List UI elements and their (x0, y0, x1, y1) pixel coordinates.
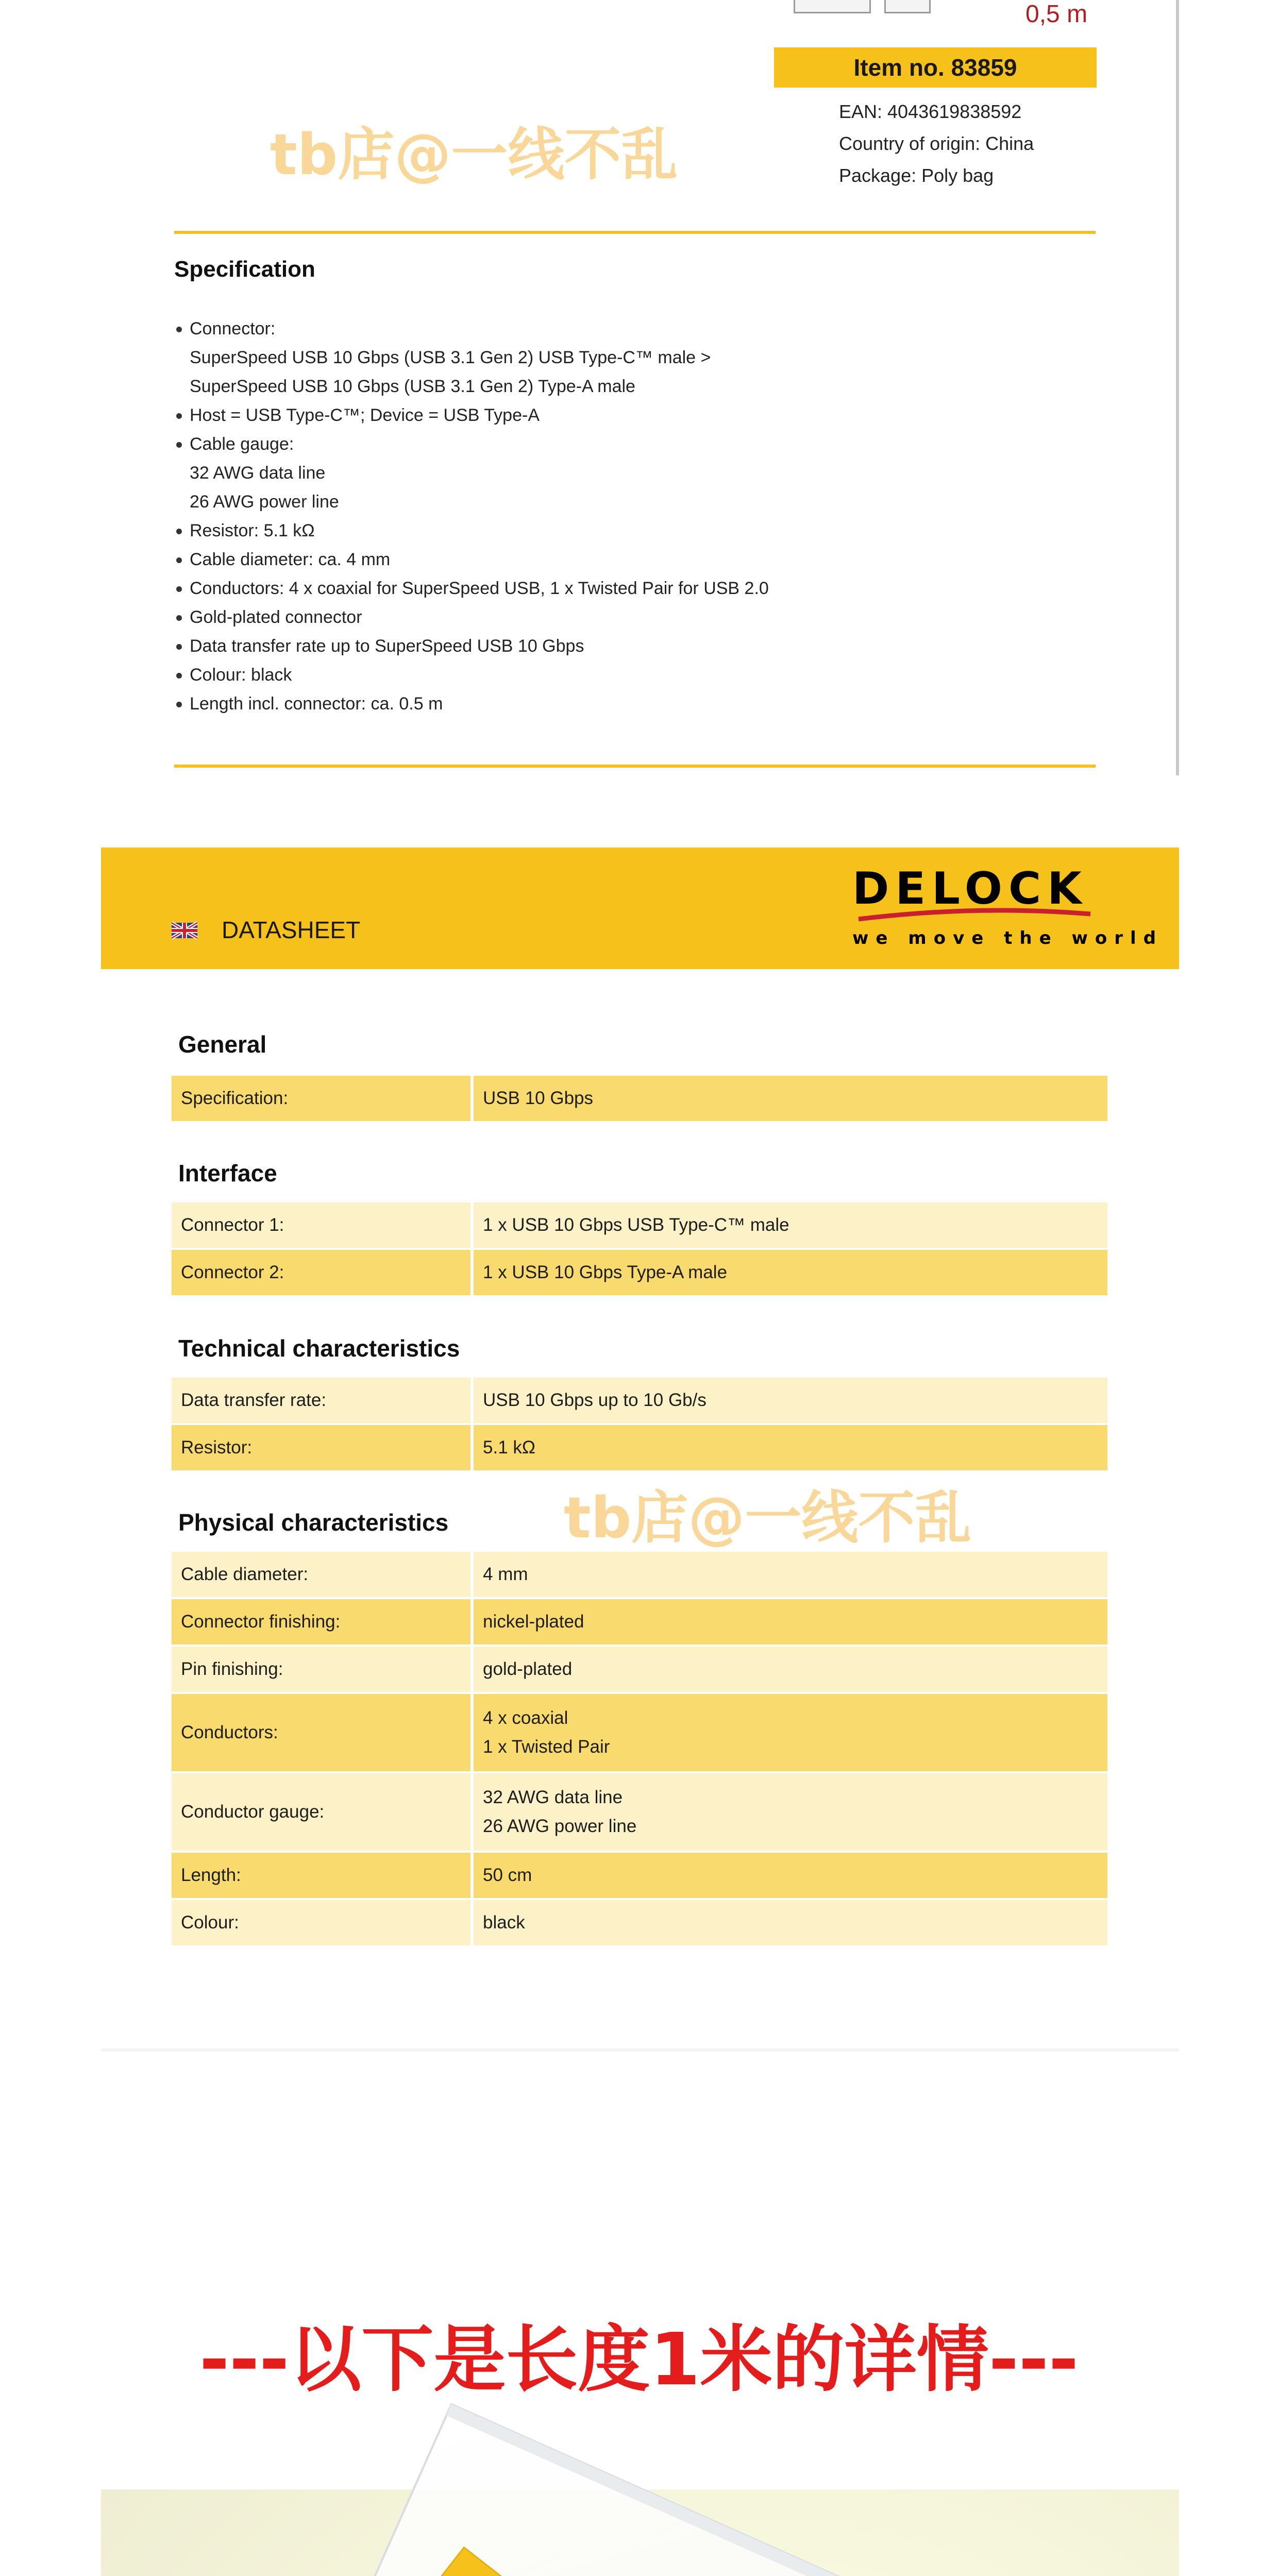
connector-thumbnail (884, 0, 931, 13)
datasheet-table (172, 1376, 1107, 1472)
origin-text: Country of origin: China (839, 133, 1034, 154)
spec-item (174, 314, 1097, 401)
datasheet-value-line: USB 10 Gbps (483, 1088, 593, 1108)
datasheet-key: Data transfer rate: (172, 1378, 470, 1423)
spec-line: Data transfer rate up to SuperSpeed USB 10 Gbps (190, 636, 584, 656)
datasheet-group-title: General (178, 1031, 267, 1058)
datasheet-row (172, 1378, 1107, 1423)
datasheet-group-title: Technical characteristics (178, 1335, 460, 1362)
logo-brand: DELOCK (852, 863, 1088, 914)
package-text: Package: Poly bag (839, 165, 994, 186)
datasheet-key: Colour: (172, 1900, 470, 1945)
datasheet-value (470, 1076, 1107, 1121)
datasheet-key: Connector finishing: (172, 1599, 470, 1645)
datasheet-key: Pin finishing: (172, 1647, 470, 1692)
spec-line: Connector: (190, 319, 276, 338)
spec-line: 32 AWG data line (190, 463, 326, 483)
datasheet-value-line: 4 x coaxial (483, 1708, 568, 1728)
spec-line: Conductors: 4 x coaxial for SuperSpeed USB, 1 x Twisted Pair for USB 2.0 (190, 579, 769, 598)
spec-item (174, 632, 1097, 660)
delock-logo (848, 855, 1164, 953)
datasheet-bottom-edge (101, 2048, 1179, 2052)
datasheet-group-title: Interface (178, 1160, 277, 1187)
datasheet-value (470, 1599, 1107, 1645)
datasheet-value (470, 1853, 1107, 1898)
datasheet-value (470, 1425, 1107, 1470)
sheet-right-border (1176, 0, 1179, 775)
length-label: 0,5 m (1025, 1, 1088, 28)
divider (174, 765, 1096, 768)
datasheet-key: Conductors: (172, 1694, 470, 1771)
datasheet-value-line: USB 10 Gbps up to 10 Gb/s (483, 1390, 707, 1410)
datasheet-value (470, 1773, 1107, 1851)
datasheet-row (172, 1853, 1107, 1898)
datasheet-key: Cable diameter: (172, 1552, 470, 1597)
datasheet-row (172, 1250, 1107, 1295)
datasheet-value (470, 1250, 1107, 1295)
product-photo-illustration (101, 2489, 1179, 2576)
thumbnail-strip (794, 0, 948, 14)
uk-flag-icon (172, 922, 197, 939)
datasheet-value-line: gold-plated (483, 1659, 573, 1679)
spec-line: Cable gauge: (190, 434, 294, 454)
spec-item (174, 574, 1097, 603)
datasheet-row (172, 1647, 1107, 1692)
watermark: tb店@一线不乱 (564, 1485, 972, 1551)
datasheet-row (172, 1773, 1107, 1851)
datasheet-table (172, 1074, 1107, 1123)
datasheet-row (172, 1076, 1107, 1121)
datasheet-value (470, 1647, 1107, 1692)
datasheet-row (172, 1202, 1107, 1248)
datasheet-value-line: 1 x USB 10 Gbps USB Type-C™ male (483, 1215, 789, 1235)
spec-line: Resistor: 5.1 kΩ (190, 521, 315, 540)
detail-heading: ---以下是长度1米的详情--- (199, 2318, 1079, 2402)
datasheet-row (172, 1694, 1107, 1771)
datasheet-value-line: 1 x USB 10 Gbps Type-A male (483, 1262, 728, 1282)
connector-thumbnail (794, 0, 871, 13)
datasheet-key: Connector 2: (172, 1250, 470, 1295)
spec-line: SuperSpeed USB 10 Gbps (USB 3.1 Gen 2) USB Type-C™ male > (190, 348, 711, 367)
datasheet-key: Connector 1: (172, 1202, 470, 1248)
datasheet-value (470, 1552, 1107, 1597)
datasheet-row (172, 1900, 1107, 1945)
spec-line: Colour: black (190, 665, 292, 685)
datasheet-value-line: 50 cm (483, 1865, 532, 1885)
spec-line: Host = USB Type-C™; Device = USB Type-A (190, 405, 540, 425)
specification-list (174, 314, 1097, 718)
datasheet-value (470, 1694, 1107, 1771)
spec-item (174, 516, 1097, 545)
datasheet-value-line: 5.1 kΩ (483, 1437, 536, 1458)
datasheet-table (172, 1550, 1107, 1947)
spec-item (174, 545, 1097, 574)
datasheet-value-line: 32 AWG data line (483, 1787, 623, 1807)
poly-bag (202, 2404, 1120, 2576)
spec-line: SuperSpeed USB 10 Gbps (USB 3.1 Gen 2) Type-A male (190, 377, 635, 396)
product-photo (101, 2489, 1179, 2576)
datasheet-label: DATASHEET (222, 917, 361, 943)
item-number-banner: Item no. 83859 (774, 47, 1097, 88)
datasheet-value (470, 1900, 1107, 1945)
spec-line: 26 AWG power line (190, 492, 339, 512)
spec-line: Cable diameter: ca. 4 mm (190, 550, 391, 569)
spec-line: Length incl. connector: ca. 0.5 m (190, 694, 443, 714)
datasheet-key: Resistor: (172, 1425, 470, 1470)
datasheet-value-line: 26 AWG power line (483, 1816, 637, 1836)
spec-item (174, 603, 1097, 632)
datasheet-key: Conductor gauge: (172, 1773, 470, 1851)
specification-title: Specification (174, 257, 315, 282)
ean-text: EAN: 4043619838592 (839, 101, 1022, 122)
datasheet-value (470, 1202, 1107, 1248)
datasheet-value-line: 4 mm (483, 1564, 528, 1584)
spec-item (174, 430, 1097, 516)
datasheet-value-line: nickel-plated (483, 1612, 584, 1632)
logo-tagline: we move the world (852, 928, 1164, 948)
datasheet-value-line: black (483, 1912, 525, 1933)
spec-item (174, 660, 1097, 689)
spec-line: Gold-plated connector (190, 607, 362, 627)
datasheet-value-line: 1 x Twisted Pair (483, 1737, 610, 1757)
datasheet-row (172, 1425, 1107, 1470)
spec-item (174, 689, 1097, 718)
datasheet-table (172, 1200, 1107, 1297)
watermark: tb店@一线不乱 (270, 122, 678, 188)
datasheet-group-title: Physical characteristics (178, 1509, 449, 1536)
divider (174, 231, 1096, 234)
datasheet-key: Specification: (172, 1076, 470, 1121)
datasheet-row (172, 1599, 1107, 1645)
spec-item (174, 401, 1097, 430)
datasheet-key: Length: (172, 1853, 470, 1898)
datasheet-row (172, 1552, 1107, 1597)
datasheet-value (470, 1378, 1107, 1423)
